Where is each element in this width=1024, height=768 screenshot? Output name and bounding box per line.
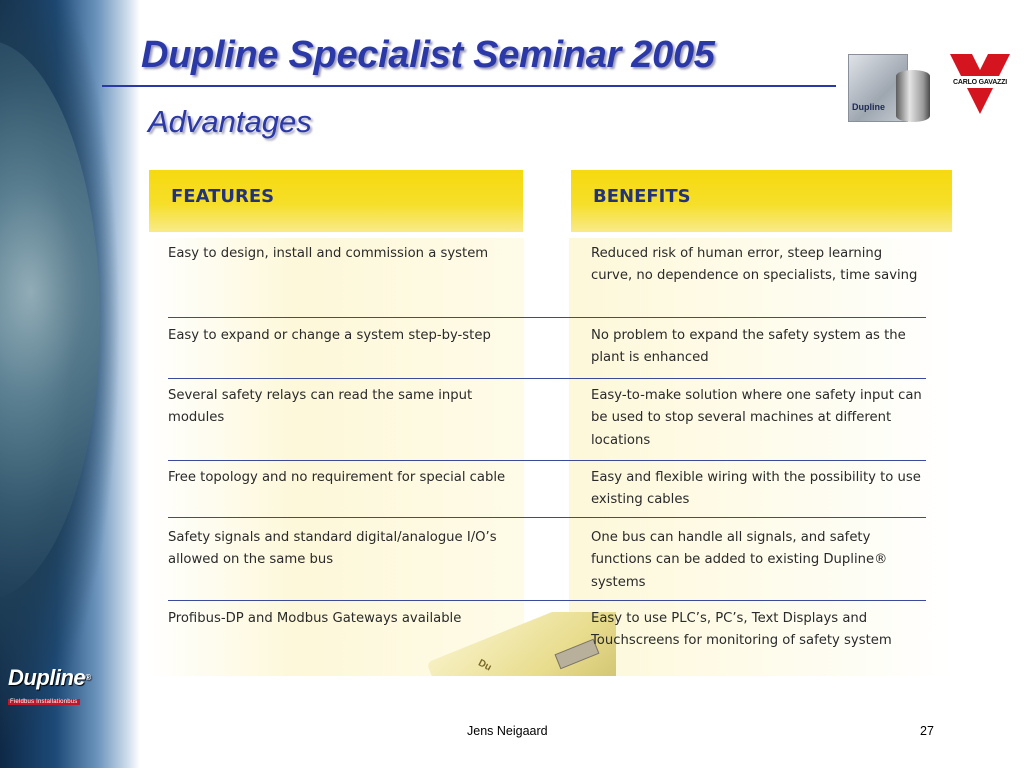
row-divider: [168, 460, 926, 461]
dupline-product-image: [846, 52, 932, 124]
logo-name: Dupline: [8, 665, 86, 690]
logo-registered: ®: [85, 673, 91, 682]
benefit-cell: No problem to expand the safety system as the plant is enhanced: [591, 328, 906, 366]
footer-author: Jens Neigaard: [467, 724, 548, 738]
row-divider: [168, 317, 926, 318]
device-label: Du: [476, 657, 494, 674]
features-header-label: FEATURES: [171, 186, 275, 207]
feature-cell: Several safety relays can read the same input modules: [168, 388, 473, 426]
slide-title: Dupline Specialist Seminar 2005: [141, 34, 715, 76]
product-label: Dupline: [852, 102, 885, 112]
benefits-header-label: BENEFITS: [593, 186, 691, 207]
earth-image: [0, 40, 100, 600]
feature-cell: Easy to expand or change a system step-by-step: [168, 328, 491, 343]
benefit-cell: Reduced risk of human error, steep learning curve, no dependence on specialists, time saving: [591, 246, 918, 284]
row-divider: [168, 517, 926, 518]
dupline-logo: [8, 665, 92, 705]
benefit-cell: Easy-to-make solution where one safety input can be used to stop several machines at different locations: [591, 388, 922, 448]
feature-cell: Safety signals and standard digital/analogue I/O’s allowed on the same bus: [168, 530, 497, 568]
brand-name: CARLO GAVAZZI: [953, 79, 1007, 86]
feature-cell: Easy to design, install and commission a system: [168, 246, 489, 261]
row-divider: [168, 378, 926, 379]
feature-cell: Profibus-DP and Modbus Gateways available: [168, 611, 462, 626]
logo-tagline: Fieldbus Installationbus: [10, 699, 78, 705]
title-underline: [102, 85, 836, 87]
row-divider: [168, 600, 926, 601]
features-header: [149, 170, 523, 232]
left-decorative-band: [0, 0, 140, 768]
benefit-cell: One bus can handle all signals, and safety functions can be added to existing Dupline® systems: [591, 530, 888, 590]
benefits-header: [571, 170, 952, 232]
benefit-cell: Easy to use PLC’s, PC’s, Text Displays and Touchscreens for monitoring of safety system: [591, 611, 892, 649]
slide-subtitle: Advantages: [148, 104, 312, 139]
feature-cell: Free topology and no requirement for special cable: [168, 470, 506, 485]
page-number: 27: [920, 724, 934, 738]
benefit-cell: Easy and flexible wiring with the possibility to use existing cables: [591, 470, 921, 508]
